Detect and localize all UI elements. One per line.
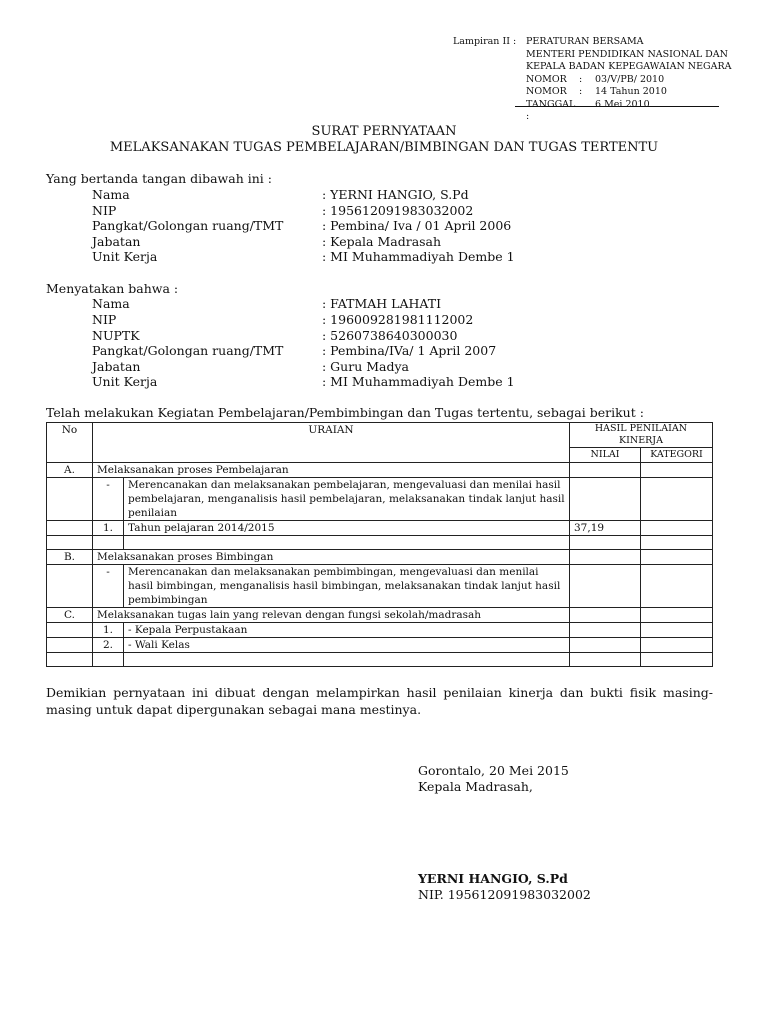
lampiran-line: PERATURAN BERSAMA	[526, 36, 644, 47]
lampiran-row-value: 6 Mei 2010	[595, 98, 650, 110]
field-value: : Guru Madya	[322, 359, 409, 374]
header-kategori: KATEGORI	[641, 448, 713, 463]
closing-paragraph: Demikian pernyataan ini dibuat dengan melampirkan hasil penilaian kinerja dan bukti fisik masing-masing untuk dapat dipergunakan sebagai mana mestinya.	[46, 685, 713, 717]
empty-cell	[47, 536, 93, 550]
empty-cell	[641, 653, 713, 667]
signer-field	[92, 218, 511, 234]
empty-cell	[641, 521, 713, 536]
place-date: Gorontalo, 20 Mei 2015	[418, 763, 569, 778]
empty-cell	[570, 608, 641, 623]
section-description: Merencanakan dan melaksanakan pembimbingan, mengevaluasi dan menilai hasil bimbingan, menganalisis hasil bimbingan, melaksanakan tindak lanjut hasil pembimbingan	[124, 565, 570, 608]
empty-cell	[47, 478, 93, 521]
empty-cell	[47, 623, 93, 638]
empty-cell	[47, 565, 93, 608]
section-description: Merencanakan dan melaksanakan pembelajaran, mengevaluasi dan menilai hasil pembelajaran, menganalisis hasil pembelajaran, melaksanakan tindak lanjut hasil penilaian	[124, 478, 570, 521]
field-label: Unit Kerja	[92, 374, 158, 389]
empty-cell	[641, 623, 713, 638]
field-value: : 5260738640300030	[322, 328, 458, 343]
lampiran-line: MENTERI PENDIDIKAN NASIONAL DAN	[526, 48, 728, 60]
header-uraian: URAIAN	[93, 423, 570, 463]
lampiran-row-key: NOMOR	[526, 86, 567, 97]
table-row	[47, 521, 713, 536]
lampiran-row-key: TANGGAL :	[526, 98, 576, 122]
empty-cell	[570, 653, 641, 667]
empty-cell	[641, 463, 713, 478]
signer-field	[92, 234, 441, 250]
empty-cell	[570, 565, 641, 608]
field-label: NUPTK	[92, 328, 140, 343]
empty-cell	[570, 536, 641, 550]
lampiran-label: Lampiran II :	[453, 36, 517, 47]
field-label: Nama	[92, 187, 130, 202]
signer-nip: NIP. 195612091983032002	[418, 887, 591, 902]
dash-marker: -	[93, 565, 124, 608]
field-label: Unit Kerja	[92, 249, 158, 264]
signer-field	[92, 249, 515, 265]
lampiran-row-value: 03/V/PB/ 2010	[595, 73, 665, 85]
field-value: : 196009281981112002	[322, 312, 474, 327]
section-title: Melaksanakan proses Bimbingan	[93, 550, 570, 565]
subject-intro: Menyatakan bahwa :	[46, 281, 179, 296]
field-label: NIP	[92, 312, 117, 327]
table-row	[47, 550, 713, 565]
empty-cell	[570, 638, 641, 653]
table-row	[47, 463, 713, 478]
empty-cell	[641, 478, 713, 521]
empty-cell	[641, 550, 713, 565]
empty-cell	[93, 653, 124, 667]
header-nilai: NILAI	[570, 448, 641, 463]
field-label: Jabatan	[92, 359, 141, 374]
section-no: C.	[47, 608, 93, 623]
lampiran-row	[526, 99, 731, 124]
document-subtitle: MELAKSANAKAN TUGAS PEMBELAJARAN/BIMBINGAN DAN TUGAS TERTENTU	[109, 140, 659, 155]
field-value: : Pembina/IVa/ 1 April 2007	[322, 343, 497, 358]
lampiran-block	[526, 36, 731, 124]
lampiran-row-key: NOMOR	[526, 73, 567, 85]
lampiran-row-sep: :	[579, 73, 583, 85]
subject-field	[92, 343, 496, 359]
table-row	[47, 565, 713, 608]
empty-cell	[641, 565, 713, 608]
header-hasil: HASIL PENILAIAN KINERJA	[570, 423, 713, 448]
dash-marker: -	[93, 478, 124, 521]
signer-field	[92, 187, 469, 203]
empty-cell	[641, 638, 713, 653]
section-no: B.	[47, 550, 93, 565]
table-header-row	[47, 423, 713, 448]
empty-cell	[570, 623, 641, 638]
lampiran-row	[526, 86, 731, 99]
field-label: Pangkat/Golongan ruang/TMT	[92, 343, 284, 358]
item-no: 2.	[93, 638, 124, 653]
subject-field	[92, 296, 441, 312]
item-no: 1.	[93, 521, 124, 536]
field-value: : YERNI HANGIO, S.Pd	[322, 187, 469, 202]
item-text: - Kepala Perpustakaan	[124, 623, 570, 638]
field-label: Pangkat/Golongan ruang/TMT	[92, 218, 284, 233]
signer-field	[92, 203, 473, 219]
table-row	[47, 638, 713, 653]
empty-cell	[124, 653, 570, 667]
empty-cell	[47, 653, 93, 667]
empty-cell	[641, 536, 713, 550]
subject-field	[92, 374, 515, 390]
section-title: Melaksanakan proses Pembelajaran	[93, 463, 570, 478]
table-row	[47, 536, 713, 550]
table-row	[47, 623, 713, 638]
lampiran-row-value: 14 Tahun 2010	[595, 86, 667, 97]
field-label: NIP	[92, 203, 117, 218]
lampiran-line: KEPALA BADAN KEPEGAWAIAN NEGARA	[526, 61, 732, 72]
field-value: : MI Muhammadiyah Dembe 1	[322, 249, 515, 264]
empty-cell	[641, 608, 713, 623]
empty-cell	[124, 536, 570, 550]
lampiran-row-sep: :	[579, 86, 583, 97]
field-value: : FATMAH LAHATI	[322, 296, 442, 311]
empty-cell	[47, 638, 93, 653]
empty-cell	[47, 521, 93, 536]
item-text: Tahun pelajaran 2014/2015	[124, 521, 570, 536]
item-text: - Wali Kelas	[124, 638, 570, 653]
signer-position: Kepala Madrasah,	[418, 779, 533, 794]
field-value: : Kepala Madrasah	[322, 234, 442, 249]
section-no: A.	[47, 463, 93, 478]
table-intro: Telah melakukan Kegiatan Pembelajaran/Pembimbingan dan Tugas tertentu, sebagai berikut :	[46, 405, 644, 420]
subject-field	[92, 312, 473, 328]
lampiran-rule	[515, 106, 719, 107]
field-label: Nama	[92, 296, 130, 311]
empty-cell	[570, 478, 641, 521]
table-row	[47, 478, 713, 521]
field-value: : Pembina/ Iva / 01 April 2006	[322, 218, 512, 233]
field-value: : 195612091983032002	[322, 203, 474, 218]
lampiran-row	[526, 74, 731, 87]
signer-name: YERNI HANGIO, S.Pd	[418, 871, 568, 886]
item-nilai: 37,19	[570, 521, 641, 536]
table-row	[47, 608, 713, 623]
subject-field	[92, 359, 409, 375]
field-value: : MI Muhammadiyah Dembe 1	[322, 374, 515, 389]
field-label: Jabatan	[92, 234, 141, 249]
header-no: No	[47, 423, 93, 463]
signer-intro: Yang bertanda tangan dibawah ini :	[46, 171, 272, 186]
item-no: 1.	[93, 623, 124, 638]
empty-cell	[93, 536, 124, 550]
document-title: SURAT PERNYATAAN	[311, 124, 457, 139]
empty-cell	[570, 463, 641, 478]
lampiran-row-sep	[579, 99, 595, 124]
section-title: Melaksanakan tugas lain yang relevan dengan fungsi sekolah/madrasah	[93, 608, 570, 623]
subject-field	[92, 328, 457, 344]
activity-table	[46, 422, 713, 667]
empty-cell	[570, 550, 641, 565]
table-row	[47, 653, 713, 667]
